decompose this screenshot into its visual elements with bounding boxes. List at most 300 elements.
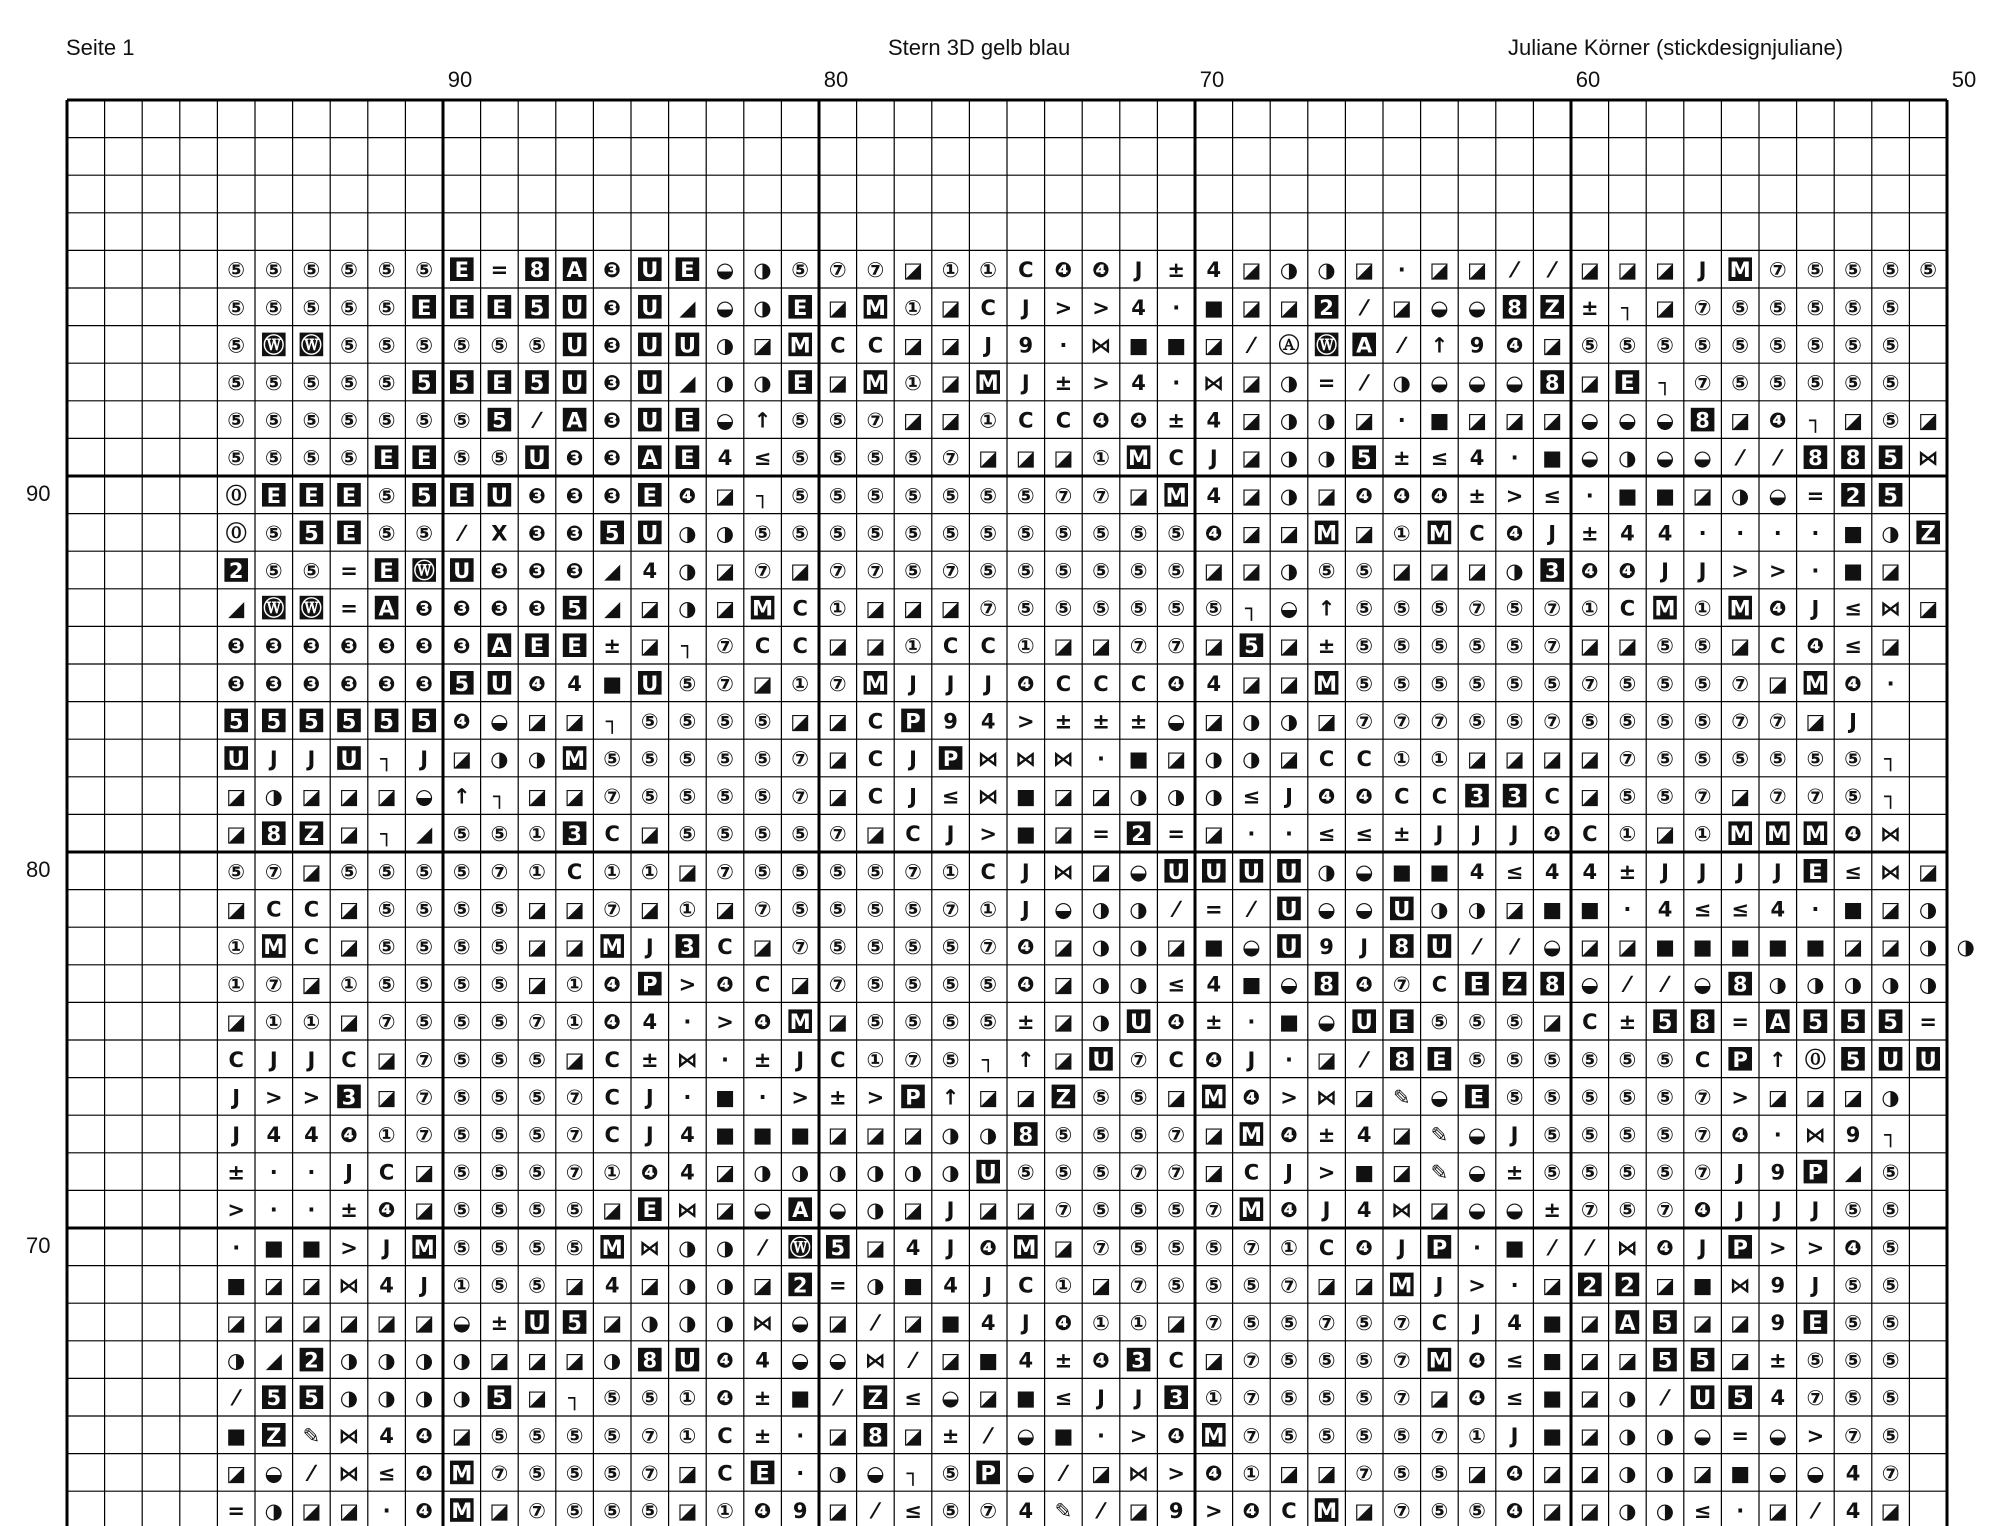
stitch-symbol: ⑤ bbox=[302, 371, 321, 395]
stitch-symbol: ⑤ bbox=[1844, 1348, 1862, 1373]
stitch-symbol: ◪ bbox=[1579, 1461, 1600, 1486]
stitch-symbol: ⑦ bbox=[1693, 371, 1712, 395]
stitch-symbol: ◪ bbox=[564, 1273, 585, 1298]
stitch-symbol: ⋈ bbox=[1804, 1123, 1826, 1147]
stitch-symbol: ⑤ bbox=[1092, 521, 1110, 546]
stitch-symbol: ✎ bbox=[1430, 1160, 1449, 1185]
stitch-symbol: ± bbox=[1204, 1010, 1223, 1035]
stitch-symbol: J bbox=[909, 784, 917, 809]
stitch-symbol: ⑦ bbox=[1242, 1348, 1261, 1373]
stitch-symbol: J bbox=[1510, 1423, 1519, 1448]
stitch-symbol: ⑤ bbox=[1468, 1010, 1486, 1035]
stitch-symbol: Z bbox=[1055, 1085, 1072, 1110]
stitch-symbol: ◪ bbox=[1241, 559, 1262, 583]
stitch-symbol: J bbox=[269, 747, 278, 771]
stitch-symbol: ⑤ bbox=[1505, 709, 1524, 734]
stitch-symbol: ⑤ bbox=[452, 1085, 471, 1110]
stitch-symbol: ⑤ bbox=[377, 333, 396, 358]
stitch-symbol: ❸ bbox=[377, 634, 396, 659]
stitch-symbol: · bbox=[796, 1461, 805, 1486]
stitch-symbol: ◪ bbox=[1880, 559, 1901, 583]
stitch-symbol: ± bbox=[1618, 859, 1637, 884]
stitch-symbol: C bbox=[1243, 1160, 1260, 1185]
stitch-symbol: ⑦ bbox=[1656, 1198, 1674, 1223]
stitch-symbol: ◪ bbox=[1354, 1085, 1375, 1110]
stitch-symbol: ⑤ bbox=[1355, 634, 1374, 659]
stitch-symbol: ◑ bbox=[377, 1386, 396, 1411]
stitch-symbol: J bbox=[1698, 559, 1707, 583]
stitch-symbol: ◪ bbox=[1805, 709, 1826, 734]
stitch-symbol: ⑤ bbox=[603, 1461, 622, 1486]
stitch-symbol: ⑤ bbox=[227, 859, 246, 884]
stitch-symbol: ⑤ bbox=[1355, 559, 1374, 583]
stitch-symbol: 4 bbox=[755, 1348, 770, 1373]
stitch-symbol: ■ bbox=[1617, 483, 1638, 508]
stitch-symbol: 2 bbox=[1319, 295, 1334, 320]
stitch-symbol: 2 bbox=[792, 1273, 808, 1298]
stitch-symbol: ◪ bbox=[1203, 1348, 1224, 1373]
stitch-symbol: 8 bbox=[1695, 408, 1710, 433]
stitch-symbol: ⑦ bbox=[979, 1499, 998, 1523]
stitch-symbol: ⑤ bbox=[1054, 1123, 1073, 1147]
stitch-symbol: ◑ bbox=[753, 295, 772, 320]
stitch-symbol: ◒ bbox=[1467, 1123, 1487, 1147]
stitch-symbol: J bbox=[946, 671, 955, 696]
stitch-symbol: ◪ bbox=[1241, 371, 1262, 395]
stitch-symbol: C bbox=[1582, 1010, 1598, 1035]
stitch-symbol: ◪ bbox=[564, 709, 585, 734]
stitch-symbol: ❸ bbox=[415, 596, 434, 621]
stitch-symbol: ◪ bbox=[226, 822, 247, 847]
stitch-symbol: ◪ bbox=[301, 972, 322, 997]
stitch-symbol: 4 bbox=[980, 1311, 996, 1335]
stitch-symbol: 3 bbox=[1544, 559, 1560, 583]
stitch-symbol: ⑦ bbox=[1543, 634, 1562, 659]
stitch-symbol: ⑤ bbox=[1881, 1423, 1900, 1448]
stitch-symbol: ◑ bbox=[1279, 709, 1299, 734]
stitch-symbol: Ⓦ bbox=[300, 596, 322, 621]
stitch-symbol: ± bbox=[1505, 1160, 1524, 1185]
stitch-symbol: ◪ bbox=[940, 408, 961, 433]
stitch-symbol: ⑤ bbox=[1167, 596, 1186, 621]
stitch-symbol: ◪ bbox=[1617, 1348, 1638, 1373]
stitch-symbol: · bbox=[1585, 483, 1594, 508]
column-label-80: 80 bbox=[823, 67, 849, 92]
stitch-symbol: = bbox=[828, 1273, 847, 1298]
stitch-symbol: ⑦ bbox=[1693, 295, 1712, 320]
stitch-symbol: ❹ bbox=[1355, 972, 1374, 997]
stitch-symbol: U bbox=[1280, 859, 1298, 884]
stitch-symbol: ◪ bbox=[1241, 521, 1262, 546]
stitch-symbol: ◪ bbox=[1730, 1348, 1751, 1373]
stitch-symbol: ⑦ bbox=[603, 897, 622, 922]
stitch-symbol: ◪ bbox=[451, 747, 472, 771]
stitch-symbol: · bbox=[269, 1198, 278, 1223]
stitch-symbol: J bbox=[1322, 1198, 1331, 1223]
stitch-symbol: 5 bbox=[304, 1386, 319, 1411]
stitch-symbol: ① bbox=[603, 1160, 622, 1185]
stitch-symbol: ① bbox=[1280, 1235, 1298, 1260]
stitch-symbol: ◪ bbox=[1128, 483, 1149, 508]
stitch-symbol: E bbox=[492, 371, 507, 395]
stitch-symbol: E bbox=[1808, 859, 1823, 884]
stitch-symbol: 4 bbox=[1657, 897, 1673, 922]
stitch-symbol: ⑤ bbox=[1505, 671, 1524, 696]
stitch-symbol: ◒ bbox=[753, 1198, 772, 1223]
stitch-symbol: ⋈ bbox=[1880, 596, 1902, 621]
stitch-symbol: ◑ bbox=[1242, 747, 1261, 771]
stitch-symbol: ± bbox=[1392, 446, 1411, 471]
stitch-symbol: ◪ bbox=[1429, 1198, 1450, 1223]
stitch-symbol: ❹ bbox=[678, 483, 697, 508]
stitch-symbol: ◑ bbox=[415, 1348, 434, 1373]
stitch-symbol: > bbox=[1054, 295, 1073, 320]
stitch-symbol: ◢ bbox=[604, 596, 621, 621]
stitch-symbol: ⑤ bbox=[452, 446, 471, 471]
stitch-symbol: ± bbox=[1129, 709, 1148, 734]
stitch-symbol: 8 bbox=[642, 1348, 658, 1373]
stitch-symbol: ◒ bbox=[1279, 596, 1299, 621]
stitch-symbol: M bbox=[1128, 446, 1150, 471]
stitch-symbol: ⑤ bbox=[1656, 784, 1674, 809]
stitch-symbol: ◪ bbox=[1579, 747, 1600, 771]
stitch-symbol: U bbox=[641, 408, 659, 433]
stitch-symbol: ⑦ bbox=[1580, 671, 1599, 696]
stitch-symbol: ◪ bbox=[1166, 747, 1187, 771]
stitch-symbol: C bbox=[1281, 1499, 1297, 1523]
stitch-symbol: J bbox=[1849, 709, 1857, 734]
stitch-symbol: ① bbox=[1242, 1461, 1261, 1486]
stitch-symbol: ⑤ bbox=[640, 1386, 659, 1411]
stitch-symbol: 5 bbox=[1808, 1010, 1823, 1035]
stitch-symbol: ◪ bbox=[1467, 258, 1487, 283]
column-label-50: 50 bbox=[1951, 67, 1977, 92]
stitch-symbol: > bbox=[979, 822, 998, 847]
stitch-symbol: ⑤ bbox=[528, 1235, 546, 1260]
stitch-symbol: ⑤ bbox=[452, 333, 471, 358]
stitch-symbol: · bbox=[683, 1010, 692, 1035]
stitch-symbol: ↑ bbox=[1016, 1047, 1035, 1072]
stitch-symbol: ◒ bbox=[1279, 972, 1299, 997]
stitch-symbol: ⑦ bbox=[1693, 1160, 1712, 1185]
author-credit: Juliane Körner (stickdesignjuliane) bbox=[1508, 35, 1844, 60]
stitch-symbol: U bbox=[490, 671, 508, 696]
stitch-symbol: ◪ bbox=[790, 559, 811, 583]
stitch-symbol: M bbox=[1804, 671, 1826, 696]
stitch-symbol: ⋈ bbox=[1052, 859, 1074, 884]
stitch-symbol: M bbox=[864, 671, 886, 696]
stitch-symbol: ① bbox=[678, 1423, 697, 1448]
stitch-symbol: ◪ bbox=[1843, 1085, 1863, 1110]
stitch-symbol: ⑤ bbox=[1580, 333, 1599, 358]
stitch-symbol: ◑ bbox=[1881, 1085, 1900, 1110]
stitch-symbol: ⑦ bbox=[565, 1085, 584, 1110]
stitch-symbol: ◪ bbox=[1279, 634, 1299, 659]
stitch-symbol: ① bbox=[979, 258, 998, 283]
stitch-symbol: ⑦ bbox=[1167, 1123, 1186, 1147]
stitch-symbol: ◪ bbox=[978, 446, 999, 471]
stitch-symbol: ■ bbox=[1655, 935, 1675, 959]
column-label-90: 90 bbox=[447, 67, 473, 92]
stitch-symbol: ◪ bbox=[1316, 709, 1337, 734]
stitch-symbol: C bbox=[754, 634, 771, 659]
stitch-symbol: ◪ bbox=[903, 1423, 923, 1448]
stitch-symbol: ❹ bbox=[1505, 521, 1524, 546]
stitch-symbol: 4 bbox=[1620, 521, 1635, 546]
stitch-symbol: ◪ bbox=[903, 1198, 923, 1223]
stitch-symbol: ⓪ bbox=[225, 483, 247, 508]
stitch-symbol: ◪ bbox=[827, 784, 848, 809]
stitch-symbol: ❹ bbox=[1092, 258, 1110, 283]
stitch-symbol: ◒ bbox=[1467, 1160, 1487, 1185]
stitch-symbol: ◪ bbox=[1015, 1198, 1036, 1223]
stitch-symbol: ■ bbox=[790, 1123, 811, 1147]
stitch-symbol: ⑤ bbox=[941, 935, 960, 959]
stitch-symbol: ⑤ bbox=[828, 446, 847, 471]
stitch-symbol: ◪ bbox=[1203, 1123, 1224, 1147]
stitch-symbol: ⁄ bbox=[1174, 897, 1178, 922]
stitch-symbol: ≤ bbox=[1731, 897, 1750, 922]
stitch-symbol: = bbox=[1806, 483, 1825, 508]
stitch-symbol: C bbox=[1431, 972, 1448, 997]
stitch-symbol: ⑤ bbox=[227, 295, 246, 320]
stitch-symbol: ■ bbox=[1241, 972, 1262, 997]
stitch-symbol: ⑤ bbox=[377, 521, 396, 546]
stitch-symbol: 5 bbox=[1657, 1010, 1673, 1035]
stitch-symbol: · bbox=[1285, 1047, 1293, 1072]
stitch-symbol: ■ bbox=[1579, 897, 1600, 922]
stitch-symbol: ◢ bbox=[265, 1348, 282, 1373]
stitch-symbol: 8 bbox=[1544, 972, 1560, 997]
stitch-symbol: ◢ bbox=[604, 559, 621, 583]
stitch-symbol: ❸ bbox=[264, 671, 283, 696]
row-label-80: 80 bbox=[26, 857, 51, 882]
stitch-symbol: 4 bbox=[1206, 483, 1222, 508]
stitch-symbol: ■ bbox=[1542, 1348, 1563, 1373]
stitch-symbol: ⑤ bbox=[1129, 596, 1148, 621]
stitch-symbol: ≤ bbox=[1693, 1499, 1712, 1523]
stitch-symbol: ◪ bbox=[827, 709, 848, 734]
stitch-symbol: ± bbox=[1618, 1010, 1637, 1035]
stitch-symbol: ⑤ bbox=[377, 972, 396, 997]
stitch-symbol: 8 bbox=[1808, 446, 1823, 471]
stitch-symbol: ⑤ bbox=[828, 935, 847, 959]
stitch-symbol: ◪ bbox=[827, 747, 848, 771]
stitch-symbol: C bbox=[792, 634, 808, 659]
stitch-symbol: ◪ bbox=[1579, 1423, 1600, 1448]
stitch-symbol: ◑ bbox=[866, 1273, 885, 1298]
stitch-symbol: ⁄ bbox=[1813, 1499, 1818, 1523]
stitch-symbol: M bbox=[864, 295, 886, 320]
stitch-symbol: ⑤ bbox=[452, 1235, 471, 1260]
stitch-symbol: ⑤ bbox=[1430, 671, 1449, 696]
stitch-symbol: ◪ bbox=[1091, 859, 1111, 884]
stitch-symbol: ◪ bbox=[827, 1010, 848, 1035]
stitch-symbol: ◪ bbox=[1166, 935, 1187, 959]
stitch-symbol: 2 bbox=[1582, 1273, 1598, 1298]
stitch-symbol: · bbox=[1247, 1010, 1256, 1035]
stitch-symbol: ± bbox=[603, 634, 622, 659]
stitch-symbol: 5 bbox=[341, 709, 357, 734]
stitch-symbol: ⑤ bbox=[1129, 1235, 1148, 1260]
stitch-symbol: ① bbox=[979, 408, 998, 433]
stitch-symbol: ◑ bbox=[1731, 483, 1750, 508]
stitch-symbol: ◪ bbox=[1053, 935, 1074, 959]
stitch-symbol: ↑ bbox=[1430, 333, 1449, 358]
stitch-symbol: ❹ bbox=[1430, 483, 1449, 508]
stitch-symbol: ◒ bbox=[1317, 1010, 1336, 1035]
stitch-symbol: ❹ bbox=[415, 1499, 434, 1523]
stitch-symbol: ◑ bbox=[1204, 784, 1223, 809]
stitch-symbol: U bbox=[340, 747, 358, 771]
stitch-symbol: ■ bbox=[1166, 333, 1187, 358]
stitch-symbol: ┐ bbox=[981, 1047, 995, 1072]
stitch-symbol: ◑ bbox=[828, 1160, 847, 1185]
stitch-symbol: ⑤ bbox=[415, 859, 434, 884]
stitch-symbol: ❹ bbox=[452, 709, 471, 734]
stitch-symbol: E bbox=[1469, 1085, 1485, 1110]
stitch-symbol: ◪ bbox=[527, 935, 547, 959]
stitch-symbol: ⑤ bbox=[979, 559, 998, 583]
stitch-symbol: ❹ bbox=[1505, 1461, 1524, 1486]
stitch-symbol: 3 bbox=[680, 935, 695, 959]
stitch-symbol: ⓪ bbox=[1804, 1047, 1826, 1072]
stitch-symbol: ⑤ bbox=[415, 521, 434, 546]
stitch-symbol: ⑤ bbox=[377, 258, 396, 283]
stitch-symbol: ⑦ bbox=[415, 1047, 434, 1072]
stitch-symbol: ◒ bbox=[1580, 972, 1599, 997]
stitch-symbol: ❹ bbox=[603, 1010, 622, 1035]
stitch-symbol: ① bbox=[452, 1273, 471, 1298]
stitch-symbol: ◒ bbox=[1693, 1423, 1712, 1448]
stitch-symbol: ■ bbox=[301, 1235, 322, 1260]
stitch-symbol: C bbox=[1018, 1273, 1034, 1298]
stitch-symbol: ⑤ bbox=[490, 1123, 509, 1147]
stitch-symbol: J bbox=[946, 1198, 955, 1223]
stitch-symbol: ⑤ bbox=[904, 972, 922, 997]
stitch-symbol: ⑦ bbox=[1392, 1386, 1411, 1411]
stitch-symbol: ① bbox=[603, 859, 622, 884]
stitch-symbol: ⑤ bbox=[678, 784, 697, 809]
stitch-symbol: ◑ bbox=[979, 1123, 998, 1147]
stitch-symbol: ① bbox=[264, 1010, 283, 1035]
stitch-symbol: ◪ bbox=[639, 596, 660, 621]
stitch-symbol: ⑤ bbox=[340, 258, 358, 283]
stitch-symbol: ■ bbox=[1843, 897, 1863, 922]
stitch-symbol: ◪ bbox=[1354, 521, 1375, 546]
stitch-symbol: 4 bbox=[379, 1273, 394, 1298]
stitch-symbol: ❹ bbox=[415, 1461, 434, 1486]
stitch-symbol: ⑤ bbox=[1468, 634, 1486, 659]
stitch-symbol: ◪ bbox=[527, 1348, 547, 1373]
stitch-symbol: ◑ bbox=[1618, 1499, 1637, 1523]
stitch-symbol: ± bbox=[1054, 371, 1073, 395]
stitch-symbol: 8 bbox=[868, 1423, 883, 1448]
stitch-symbol: 5 bbox=[567, 1311, 582, 1335]
stitch-symbol: ❹ bbox=[1016, 972, 1035, 997]
stitch-symbol: 9 bbox=[1168, 1499, 1184, 1523]
stitch-symbol: E bbox=[379, 559, 394, 583]
stitch-symbol: ◑ bbox=[941, 1160, 960, 1185]
stitch-symbol: ◪ bbox=[865, 822, 886, 847]
stitch-symbol: ① bbox=[340, 972, 358, 997]
stitch-symbol: ◒ bbox=[715, 258, 735, 283]
stitch-symbol: 4 bbox=[642, 559, 658, 583]
stitch-symbol: 2 bbox=[304, 1348, 319, 1373]
stitch-symbol: ⑤ bbox=[1543, 1123, 1562, 1147]
stitch-symbol: 5 bbox=[416, 371, 432, 395]
stitch-symbol: ⑦ bbox=[1392, 1499, 1411, 1523]
stitch-symbol: ⑦ bbox=[828, 822, 847, 847]
stitch-symbol: ◒ bbox=[1129, 859, 1148, 884]
stitch-symbol: ⑦ bbox=[904, 859, 922, 884]
stitch-symbol: ◪ bbox=[414, 1160, 435, 1185]
stitch-symbol: ⋈ bbox=[1917, 446, 1939, 471]
stitch-symbol: 4 bbox=[1131, 295, 1146, 320]
stitch-symbol: ◪ bbox=[226, 897, 247, 922]
stitch-symbol: J bbox=[984, 333, 993, 358]
stitch-symbol: ⑤ bbox=[452, 935, 471, 959]
stitch-symbol: ⑤ bbox=[1580, 1160, 1599, 1185]
stitch-symbol: ⑦ bbox=[1580, 1198, 1599, 1223]
stitch-symbol: 5 bbox=[1883, 483, 1898, 508]
stitch-symbol: 9 bbox=[1845, 1123, 1861, 1147]
stitch-symbol: ⑦ bbox=[828, 671, 847, 696]
stitch-symbol: ⑤ bbox=[377, 859, 396, 884]
stitch-symbol: P bbox=[642, 972, 658, 997]
stitch-symbol: E bbox=[642, 483, 657, 508]
stitch-symbol: M bbox=[1240, 1123, 1262, 1147]
stitch-symbol: ┐ bbox=[1884, 1123, 1897, 1147]
stitch-symbol: ⑤ bbox=[791, 408, 810, 433]
stitch-symbol: 5 bbox=[830, 1235, 846, 1260]
stitch-symbol: ⑤ bbox=[452, 408, 471, 433]
stitch-symbol: ❹ bbox=[1618, 559, 1637, 583]
stitch-symbol: > bbox=[1092, 371, 1110, 395]
stitch-symbol: ◒ bbox=[1806, 1461, 1825, 1486]
stitch-symbol: ❹ bbox=[753, 1010, 772, 1035]
stitch-symbol: ⑤ bbox=[1129, 521, 1148, 546]
stitch-symbol: ◪ bbox=[1579, 784, 1600, 809]
stitch-symbol: ◑ bbox=[1919, 972, 1938, 997]
stitch-symbol: C bbox=[867, 784, 884, 809]
stitch-symbol: J bbox=[645, 1123, 654, 1147]
stitch-symbol: ⑦ bbox=[979, 935, 998, 959]
stitch-symbol: ⑤ bbox=[1392, 671, 1411, 696]
stitch-symbol: E bbox=[1620, 371, 1635, 395]
stitch-symbol: · bbox=[1473, 1235, 1481, 1260]
stitch-symbol: M bbox=[752, 596, 774, 621]
stitch-symbol: ① bbox=[302, 1010, 321, 1035]
stitch-symbol: U bbox=[1167, 859, 1185, 884]
stitch-symbol: ⑤ bbox=[1167, 1198, 1186, 1223]
stitch-symbol: ◪ bbox=[677, 1499, 698, 1523]
stitch-symbol: ⑤ bbox=[490, 1010, 509, 1035]
stitch-symbol: ◒ bbox=[791, 1311, 810, 1335]
stitch-symbol: Z bbox=[303, 822, 320, 847]
stitch-symbol: = bbox=[340, 559, 358, 583]
stitch-symbol: ⁄ bbox=[535, 408, 539, 433]
stitch-symbol: ⑤ bbox=[1656, 671, 1674, 696]
stitch-symbol: ◪ bbox=[1617, 634, 1638, 659]
stitch-symbol: U bbox=[641, 671, 659, 696]
column-label-70: 70 bbox=[1199, 67, 1225, 92]
stitch-symbol: J bbox=[1473, 822, 1481, 847]
stitch-symbol: ◑ bbox=[490, 747, 509, 771]
stitch-symbol: ⑦ bbox=[603, 784, 622, 809]
stitch-symbol: ⁄ bbox=[1663, 972, 1667, 997]
stitch-symbol: 4 bbox=[1206, 408, 1222, 433]
